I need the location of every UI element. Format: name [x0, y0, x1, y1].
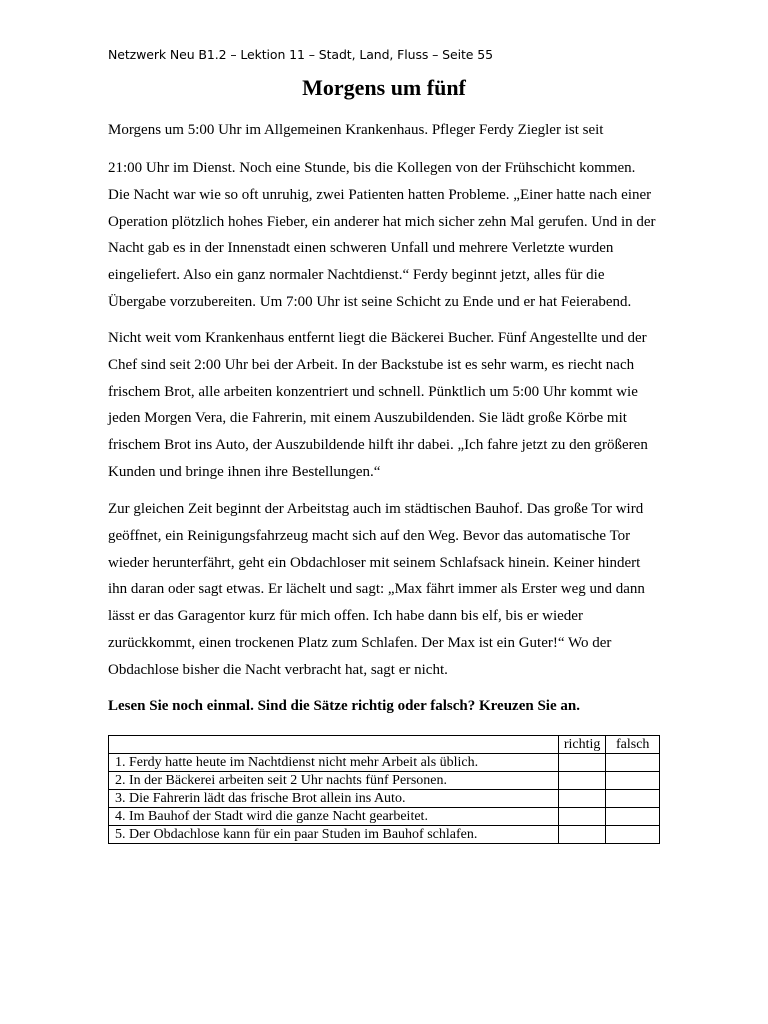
paragraph-text: 21:00 Uhr im Dienst. Noch eine Stunde, bis die Kollegen von der Frühschicht kommen. Die Nacht war wie so oft unruhig, zwei Patienten hatten Probleme. „Einer hatte nach einer Operation plötzlich hohes Fieber, ein anderer hat mich sicher zehn Mal gerufen. Und in der Nacht gab es in der Innenstadt einen schweren Unfall und mehrere Verletzte wurden eingeliefert. Also ein ganz normaler Nachtdienst.“ Ferdy beginnt jetzt, alles für die Übergabe vorzubereiten. Um 7:00 Uhr ist seine Schicht zu Ende und er hat Feierabend.	[108, 160, 656, 310]
paragraph-hospital	[108, 155, 660, 316]
table-row	[109, 808, 660, 826]
table-row	[109, 772, 660, 790]
table-row	[109, 826, 660, 844]
paragraph-text: Zur gleichen Zeit beginnt der Arbeitstag auch im städtischen Bauhof. Das große Tor wird geöffnet, ein Reinigungsfahrzeug macht sich auf den Weg. Bevor das automatische Tor wieder herunterfährt, geht ein Obdachloser mit seinem Schlafsack hinein. Keiner hindert ihn daran oder sagt etwas. Er lächelt und sagt: „Max fährt immer als Erster weg und dann lässt er das Garagentor kurz für mich offen. Ich habe dann bis elf, bis er wieder zurückkommt, einen trockenen Platz zum Schlafen. Der Max ist ein Guter!“ Wo der Obdachlose bisher die Nacht verbracht hat, sagt er nicht.	[108, 501, 645, 678]
statement-cell: 5. Der Obdachlose kann für ein paar Studen im Bauhof schlafen.	[109, 826, 559, 844]
statement-cell: 2. In der Bäckerei arbeiten seit 2 Uhr nachts fünf Personen.	[109, 772, 559, 790]
richtig-checkbox-cell[interactable]	[558, 754, 606, 772]
paragraph-bauhof	[108, 496, 660, 684]
falsch-checkbox-cell[interactable]	[606, 808, 660, 826]
richtig-checkbox-cell[interactable]	[558, 826, 606, 844]
falsch-checkbox-cell[interactable]	[606, 826, 660, 844]
richtig-checkbox-cell[interactable]	[558, 790, 606, 808]
paragraph-text: Morgens um 5:00 Uhr im Allgemeinen Krankenhaus. Pfleger Ferdy Ziegler ist seit	[108, 122, 604, 138]
table-header-richtig: richtig	[558, 736, 606, 754]
paragraph-bakery	[108, 325, 660, 486]
table-header-row	[109, 736, 660, 754]
true-false-table	[108, 735, 660, 844]
falsch-checkbox-cell[interactable]	[606, 790, 660, 808]
statement-cell: 4. Im Bauhof der Stadt wird die ganze Nacht gearbeitet.	[109, 808, 559, 826]
page-header: Netzwerk Neu B1.2 – Lektion 11 – Stadt, Land, Fluss – Seite 55	[108, 47, 493, 62]
richtig-checkbox-cell[interactable]	[558, 772, 606, 790]
table-header-statement	[109, 736, 559, 754]
exercise-instruction: Lesen Sie noch einmal. Sind die Sätze richtig oder falsch? Kreuzen Sie an.	[108, 698, 580, 714]
paragraph-text: Nicht weit vom Krankenhaus entfernt liegt die Bäckerei Bucher. Fünf Angestellte und der Chef sind seit 2:00 Uhr bei der Arbeit. In der Backstube ist es sehr warm, es riecht nach frischem Brot, alle arbeiten konzentriert und schnell. Pünktlich um 5:00 Uhr kommt wie jeden Morgen Vera, die Fahrerin, mit einem Auszubildenden. Sie lädt große Körbe mit frischem Brot ins Auto, der Auszubildende hilft ihr dabei. „Ich fahre jetzt zu den größeren Kunden und bringe ihnen ihre Bestellungen.“	[108, 330, 648, 480]
statement-cell: 3. Die Fahrerin lädt das frische Brot allein ins Auto.	[109, 790, 559, 808]
table-row	[109, 754, 660, 772]
page-title: Morgens um fünf	[302, 75, 466, 100]
table-header-falsch: falsch	[606, 736, 660, 754]
table-row	[109, 790, 660, 808]
paragraph-intro	[108, 117, 660, 144]
falsch-checkbox-cell[interactable]	[606, 772, 660, 790]
falsch-checkbox-cell[interactable]	[606, 754, 660, 772]
statement-cell: 1. Ferdy hatte heute im Nachtdienst nicht mehr Arbeit als üblich.	[109, 754, 559, 772]
richtig-checkbox-cell[interactable]	[558, 808, 606, 826]
